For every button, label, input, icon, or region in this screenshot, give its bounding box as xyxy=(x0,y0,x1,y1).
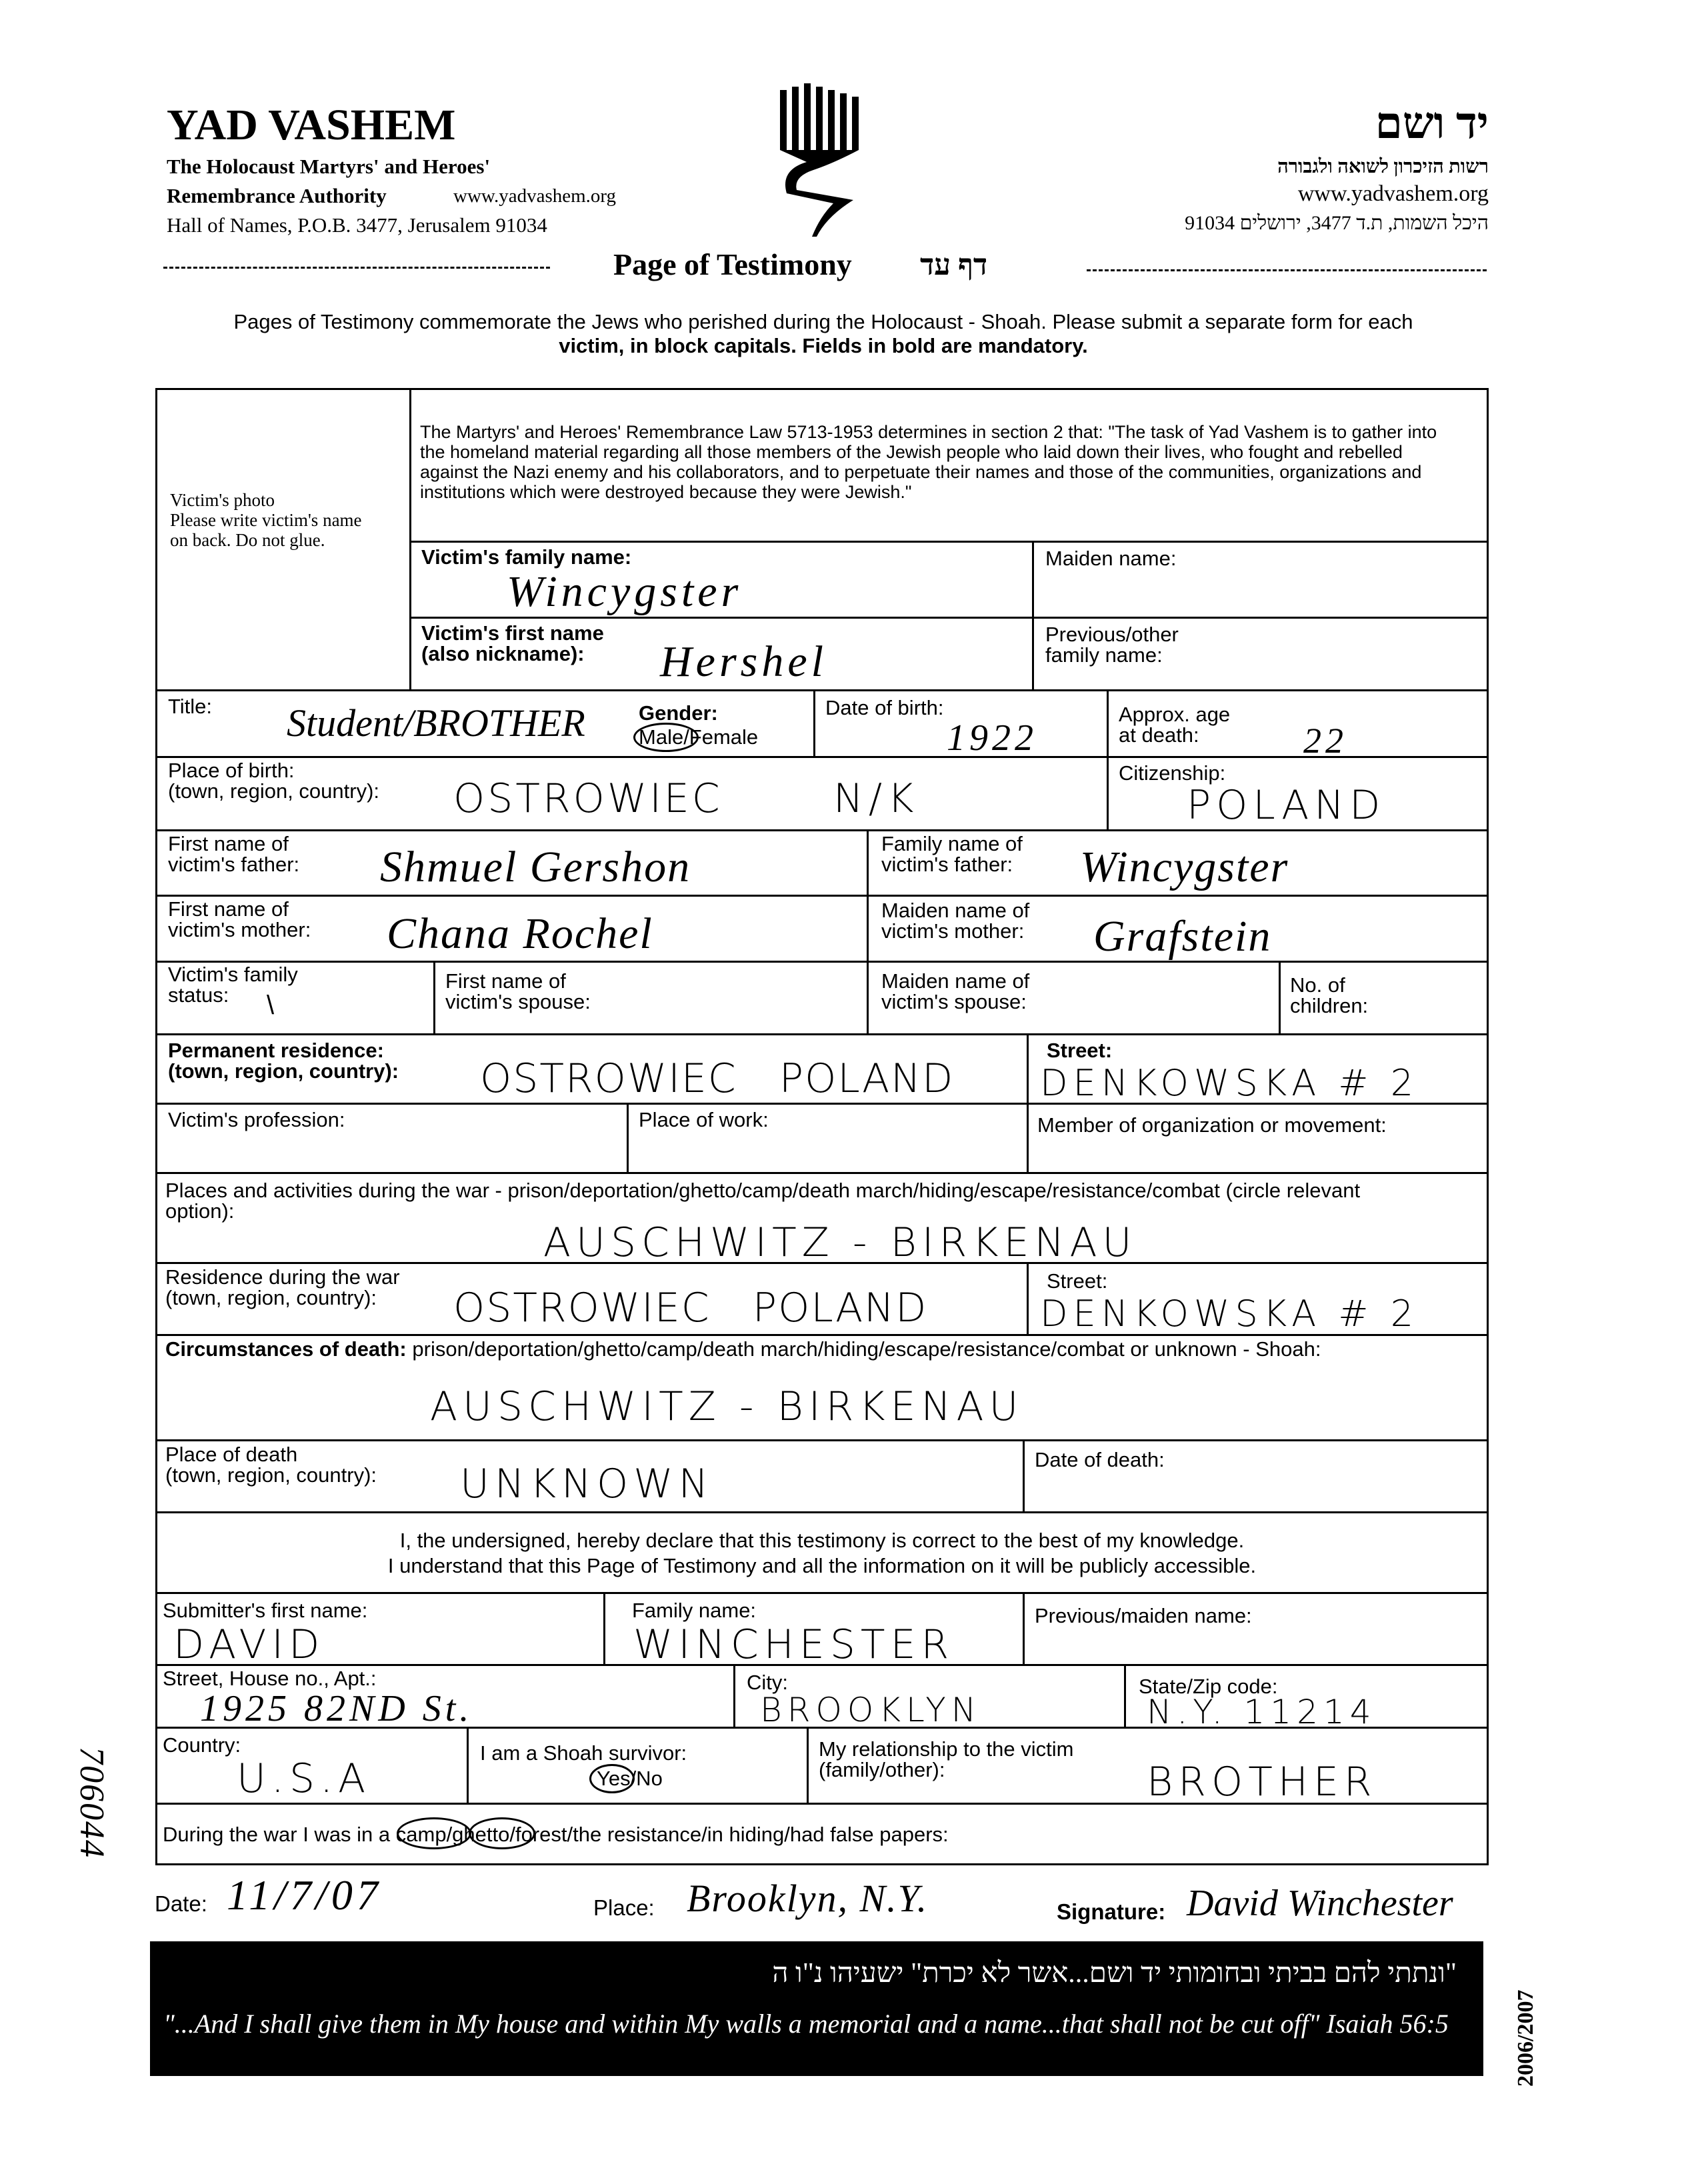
circumstances-field[interactable]: AUSCHWITZ - BIRKENAU xyxy=(430,1383,1024,1430)
perm-street-field[interactable]: DENKOWSKA # 2 xyxy=(1040,1062,1419,1104)
date-label: Date: xyxy=(155,1891,207,1916)
form-code: 2006/2007 xyxy=(1513,1989,1538,2087)
submitter-first-label: Submitter's first name: xyxy=(163,1599,368,1622)
signature: David Winchester xyxy=(1187,1883,1453,1924)
member-org-label: Member of organization or movement: xyxy=(1037,1113,1387,1137)
first-name-field[interactable]: Hershel xyxy=(660,637,827,686)
survivor-label: I am a Shoah survivor: xyxy=(480,1741,687,1765)
perm-street-label: Street: xyxy=(1047,1039,1113,1062)
yad-vashem-logo xyxy=(773,83,867,237)
father-first-label: First name of victim's father: xyxy=(168,832,300,876)
street-label: Street, House no., Apt.: xyxy=(163,1667,377,1690)
date-field[interactable]: 11/7/07 xyxy=(227,1871,382,1919)
citizenship-field[interactable]: POLAND xyxy=(1187,782,1386,829)
photo-label: Victim's photo Please write victim's name on back. Do not glue. xyxy=(170,490,362,550)
war-residence-label: Residence during the war (town, region, country): xyxy=(165,1265,400,1309)
hebrew-page-title: דף עד xyxy=(920,249,988,281)
age-label: Approx. age at death: xyxy=(1119,703,1231,747)
declaration-line-2: I understand that this Page of Testimony and all the information on it will be publicly accessible. xyxy=(387,1554,1257,1577)
previous-name-label: Previous/other family name: xyxy=(1045,623,1179,667)
mother-first-field[interactable]: Chana Rochel xyxy=(387,909,653,958)
mother-first-label: First name of victim's mother: xyxy=(168,897,311,941)
place-of-birth-extra[interactable]: N/K xyxy=(833,775,919,822)
gender-label: Gender: xyxy=(639,701,718,725)
page-title: Page of Testimony xyxy=(613,247,852,281)
war-street-label: Street: xyxy=(1047,1269,1108,1293)
perm-residence-label: Permanent residence: (town, region, country): xyxy=(168,1039,399,1083)
place-label: Place: xyxy=(593,1895,655,1920)
spouse-first-label: First name of victim's spouse: xyxy=(445,969,591,1013)
survivor-yes-circle xyxy=(589,1764,635,1793)
dob-label: Date of birth: xyxy=(825,696,944,719)
title-label: Title: xyxy=(168,695,213,718)
website-link[interactable]: www.yadvashem.org xyxy=(453,185,617,207)
circumstances-label-bold: Circumstances of death: xyxy=(165,1337,407,1361)
hebrew-website-link[interactable]: www.yadvashem.org xyxy=(1297,181,1489,206)
family-status-label: Victim's family status: xyxy=(168,963,298,1007)
divider xyxy=(1087,269,1487,271)
father-family-label: Family name of victim's father: xyxy=(881,832,1023,876)
war-places-field[interactable]: AUSCHWITZ - BIRKENAU xyxy=(543,1219,1137,1266)
children-label: No. of children: xyxy=(1290,973,1369,1017)
law-text: The Martyrs' and Heroes' Remembrance Law 5713-1953 determines in section 2 that: "The task of Yad Vashem is to gather into the homeland material regarding all those members of the Jewish people who laid down their lives, who fought and rebelled against the Nazi enemy and his collaborators, and to perpetuate their names and those of the communities, organizations and institutions which were destroyed because they were Jewish." xyxy=(420,422,1437,502)
submitter-first-field[interactable]: DAVID xyxy=(173,1621,325,1668)
city-field[interactable]: BROOKLYN xyxy=(760,1691,982,1729)
survivor-options[interactable]: Yes/No xyxy=(597,1767,663,1790)
country-field[interactable]: U.S.A xyxy=(237,1755,371,1802)
relationship-label: My relationship to the victim (family/other): xyxy=(819,1737,1074,1781)
hebrew-quote: "ונתתי להם בביתי ובחומותי יד ושם...אשר לא יכרת" ישעיהו נ"ו ה xyxy=(772,1958,1457,1989)
org-address: Hall of Names, P.O.B. 3477, Jerusalem 91034 xyxy=(167,213,547,237)
place-of-birth-field[interactable]: OSTROWIEC xyxy=(453,775,723,822)
family-status-field[interactable]: \ xyxy=(267,991,275,1020)
signature-label: Signature: xyxy=(1057,1899,1166,1924)
war-places-label: Places and activities during the war - prison/deportation/ghetto/camp/death march/hiding/escape/resistance/combat (circle relevant option): xyxy=(165,1179,1361,1223)
spouse-maiden-label: Maiden name of victim's spouse: xyxy=(881,969,1030,1013)
mother-maiden-label: Maiden name of victim's mother: xyxy=(881,899,1030,943)
country-label: Country: xyxy=(163,1733,241,1757)
during-war-label: During the war I was in a camp/ghetto/forest/the resistance/in hiding/had false papers: xyxy=(163,1823,949,1846)
english-quote: "...And I shall give them in My house and within My walls a memorial and a name...that shall not be cut off" Isaiah 56:5 xyxy=(163,2009,1449,2039)
during-war-ghetto-circle xyxy=(469,1817,535,1849)
submitter-family-field[interactable]: WINCHESTER xyxy=(633,1621,955,1668)
war-street-field[interactable]: DENKOWSKA # 2 xyxy=(1040,1293,1419,1335)
divider xyxy=(163,267,550,269)
org-name: YAD VASHEM xyxy=(167,101,456,149)
gender-options[interactable]: Male/Female xyxy=(639,725,759,749)
intro-line-1: Pages of Testimony commemorate the Jews who perished during the Holocaust - Shoah. Please submit a separate form for each xyxy=(233,310,1413,333)
date-of-death-label: Date of death: xyxy=(1035,1448,1165,1471)
first-name-label: Victim's first name (also nickname): xyxy=(421,621,604,665)
gender-male-circle xyxy=(633,723,699,752)
citizenship-label: Citizenship: xyxy=(1119,761,1226,785)
relationship-field[interactable]: BROTHER xyxy=(1147,1759,1377,1805)
place-of-death-label: Place of death (town, region, country): xyxy=(165,1443,377,1487)
family-name-field[interactable]: Wincygster xyxy=(507,567,743,616)
war-residence-field[interactable]: OSTROWIEC POLAND xyxy=(453,1285,928,1331)
quote-banner xyxy=(150,1941,1483,2076)
org-subtitle-2: Remembrance Authority xyxy=(167,184,387,207)
circumstances-label-options: prison/deportation/ghetto/camp/death march/hiding/escape/resistance/combat or unknown - Shoah: xyxy=(406,1337,1321,1361)
father-family-field[interactable]: Wincygster xyxy=(1080,843,1289,891)
place-of-death-field[interactable]: UNKNOWN xyxy=(460,1461,714,1507)
place-of-birth-label: Place of birth: (town, region, country): xyxy=(168,759,380,803)
city-label: City: xyxy=(747,1671,788,1694)
hebrew-org-name: יד ושם xyxy=(1375,99,1489,148)
intro-line-2: victim, in block capitals. Fields in bold are mandatory. xyxy=(559,334,1088,357)
place-of-work-label: Place of work: xyxy=(639,1108,769,1131)
declaration xyxy=(155,1528,1489,1579)
age-field[interactable]: 22 xyxy=(1303,721,1347,761)
hebrew-address: היכל השמות, ת.ד 3477, ירושלים 91034 xyxy=(1185,212,1489,234)
submitter-previous-label: Previous/maiden name: xyxy=(1035,1604,1252,1627)
perm-residence-field[interactable]: OSTROWIEC POLAND xyxy=(480,1055,955,1102)
margin-note: 706044 xyxy=(73,1747,111,1859)
declaration-line-1: I, the undersigned, hereby declare that this testimony is correct to the best of my knowledge. xyxy=(399,1529,1245,1552)
title-field[interactable]: Student/BROTHER xyxy=(287,701,585,745)
family-name-label: Victim's family name: xyxy=(421,545,632,569)
state-zip-label: State/Zip code: xyxy=(1139,1675,1278,1698)
intro-text xyxy=(153,310,1493,358)
dob-field[interactable]: 1922 xyxy=(947,717,1037,759)
place-field[interactable]: Brooklyn, N.Y. xyxy=(687,1877,929,1920)
profession-label: Victim's profession: xyxy=(168,1108,345,1131)
street-field[interactable]: 1925 82ND St. xyxy=(200,1688,473,1729)
state-zip-field[interactable]: N.Y. 11214 xyxy=(1147,1693,1377,1731)
submitter-family-label: Family name: xyxy=(632,1599,757,1622)
maiden-name-label: Maiden name: xyxy=(1045,547,1177,570)
mother-maiden-field[interactable]: Grafstein xyxy=(1093,912,1272,961)
father-first-field[interactable]: Shmuel Gershon xyxy=(380,843,691,891)
during-war-camp-circle xyxy=(397,1817,471,1849)
org-subtitle: The Holocaust Martyrs' and Heroes' xyxy=(167,155,491,178)
hebrew-org-subtitle: רשות הזיכרון לשואה ולגבורה xyxy=(1277,156,1489,177)
circumstances-label xyxy=(165,1339,1321,1359)
